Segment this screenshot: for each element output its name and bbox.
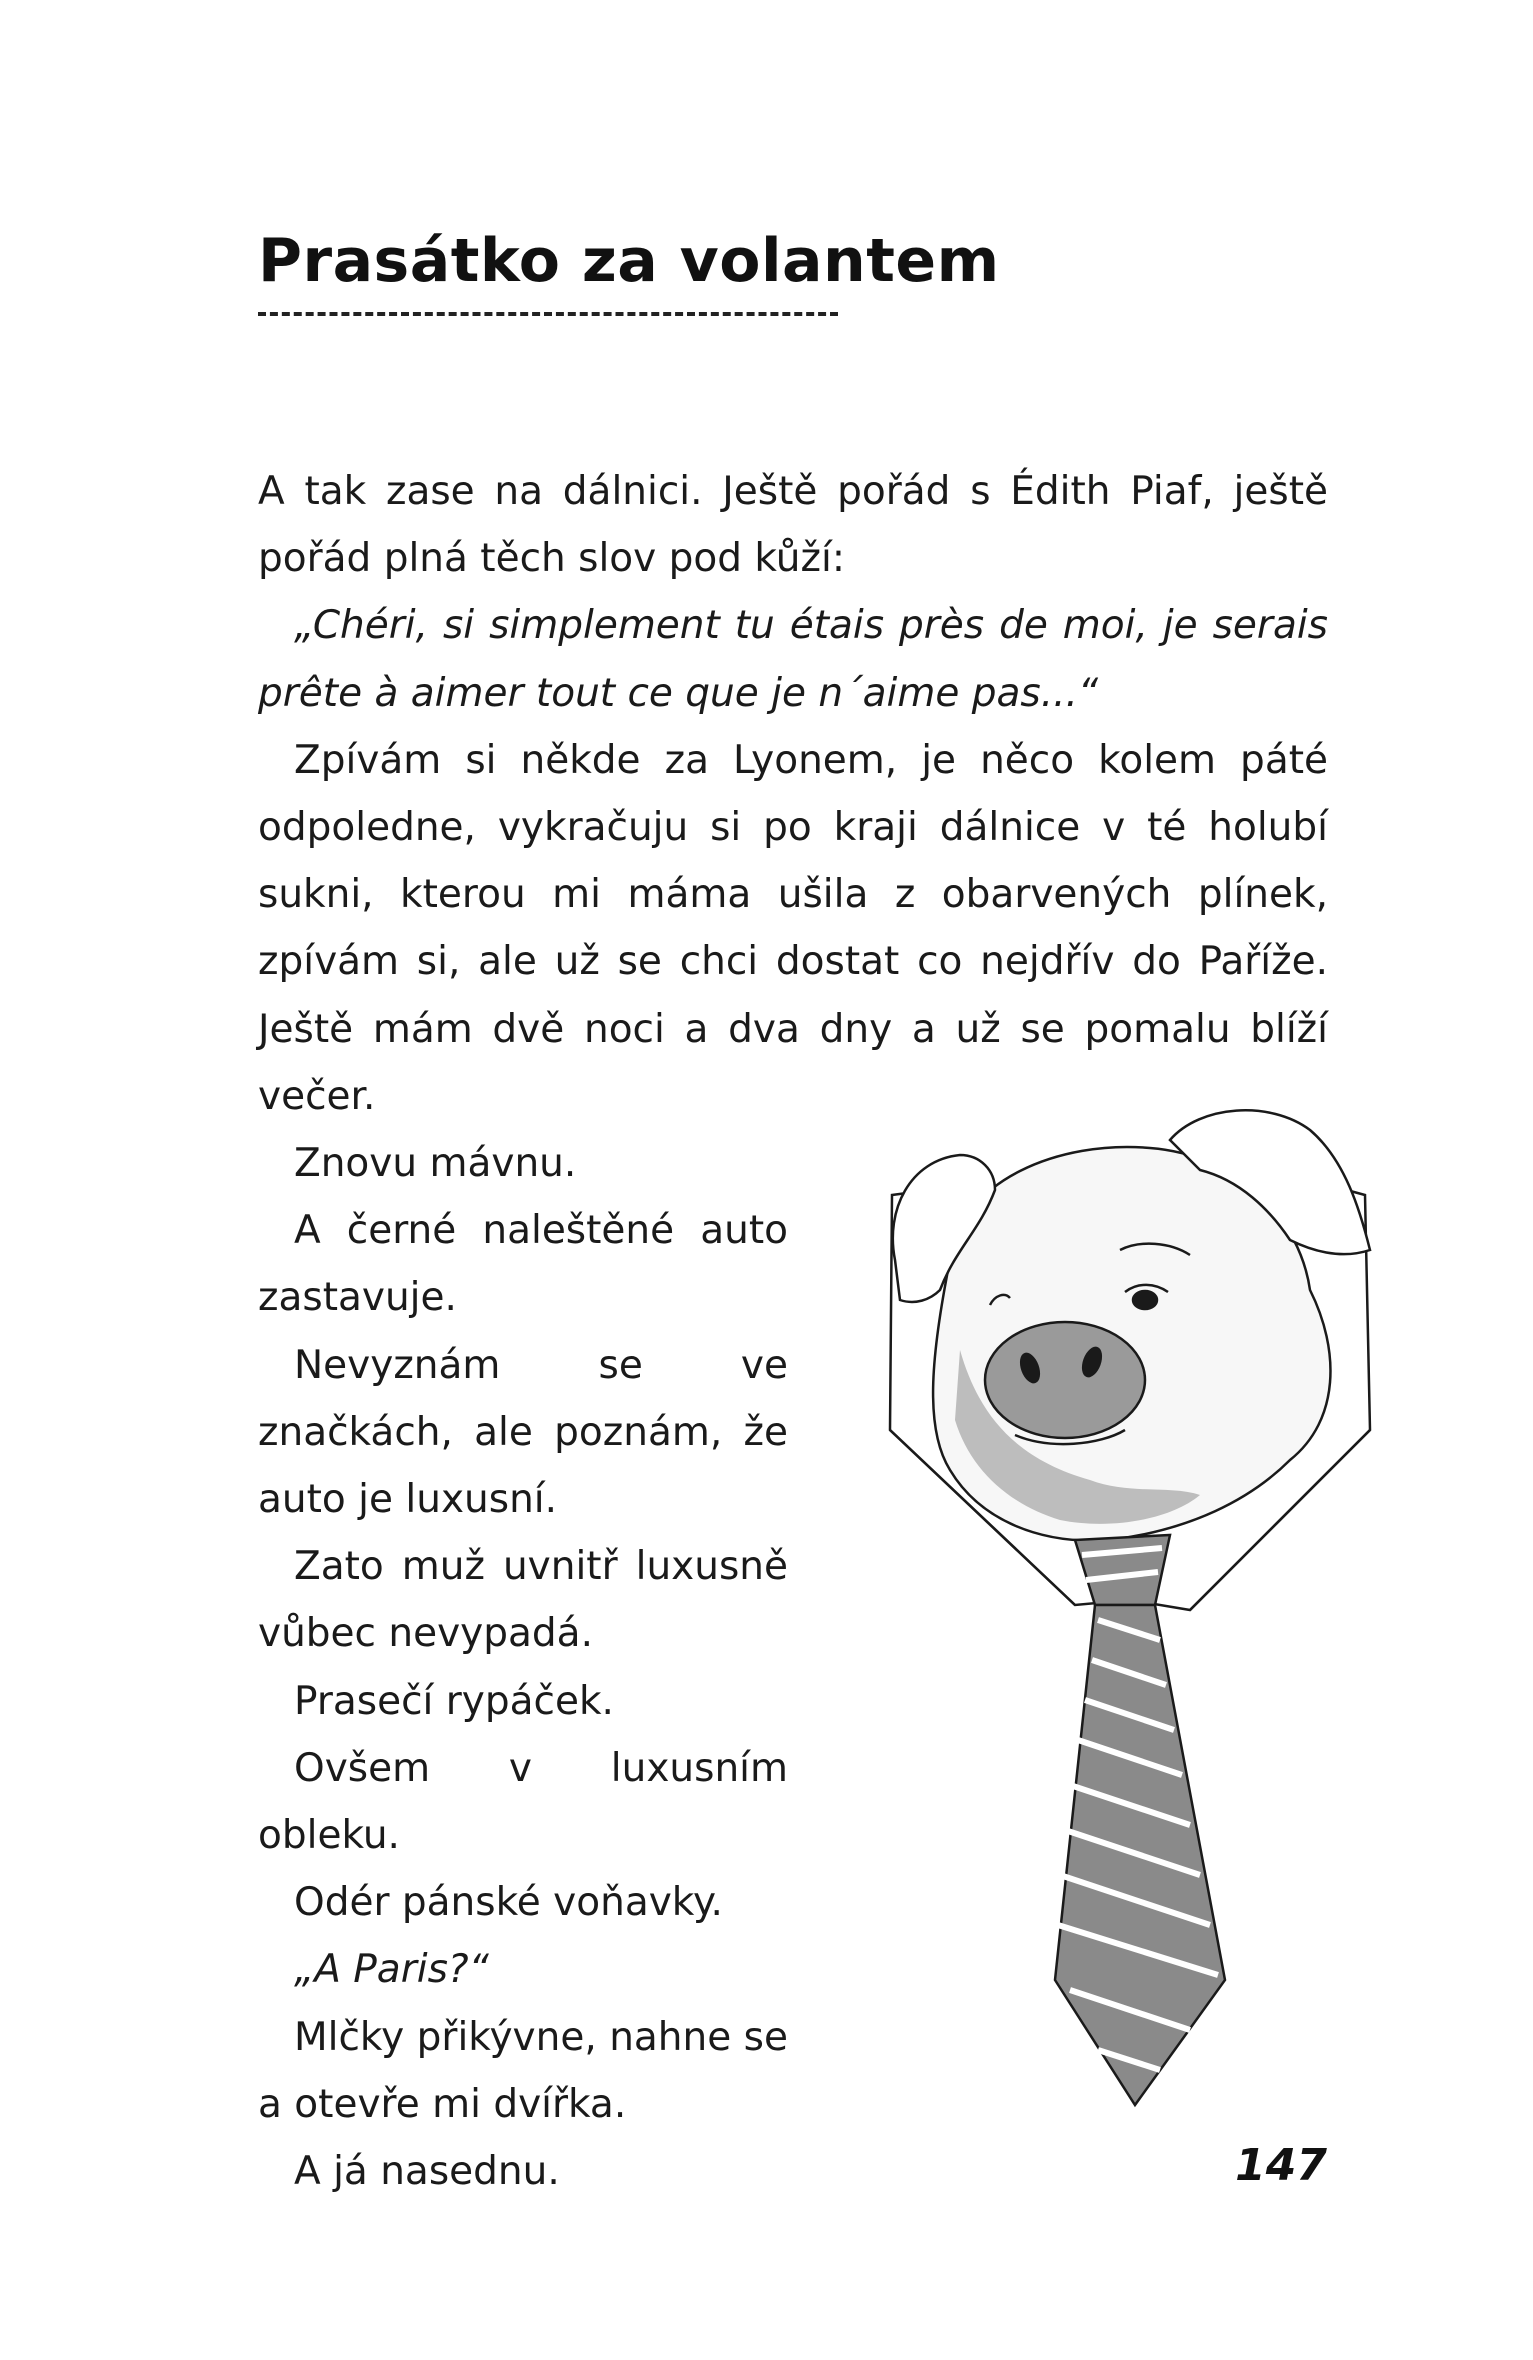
pig-in-tie-illustration: [870, 1100, 1390, 2120]
paragraph: Ovšem v luxusním obleku.: [258, 1745, 788, 1859]
paragraph: A tak zase na dálnici. Ještě pořád s Édith Piaf, ještě pořád plná těch slov pod kůží:: [258, 469, 1328, 582]
chapter-title: Prasátko za volantem: [258, 226, 1000, 297]
paragraph: Nevyznám se ve značkách, ale poznám, že auto je luxusní.: [258, 1342, 788, 1523]
paragraph: Mlčky přikývne, nahne se a otevře mi dvířka.: [258, 2014, 788, 2127]
paragraph: A já nasednu.: [294, 2149, 560, 2195]
paragraph: Zato muž uvnitř luxusně vůbec nevypadá.: [258, 1544, 788, 1657]
paragraph: Odér pánské voňavky.: [294, 1880, 723, 1926]
quote-paragraph: „A Paris?“: [294, 1947, 489, 1993]
page-number: 147: [1235, 2140, 1327, 2191]
paragraph: Prasečí rypáček.: [294, 1678, 614, 1724]
necktie: [1055, 1535, 1225, 2105]
paragraph: Znovu mávnu.: [294, 1141, 577, 1187]
paragraph: Zpívám si někde za Lyonem, je něco kolem páté odpoledne, vykračuju si po kraji dálnice v té holubí sukni, kterou mi máma ušila z obarvených plínek, zpívám si, ale už se chci dostat co nejdřív do Paříže. Ještě mám dvě noci a dva dny a už se pomalu blíží večer.: [258, 737, 1328, 1119]
paragraph: A černé naleštěné auto zastavuje.: [258, 1208, 788, 1321]
quote-paragraph: „Chéri, si simplement tu étais près de moi, je serais prête à aimer tout ce que je n´aime pas...“: [258, 603, 1328, 716]
narrow-text-column: [258, 1130, 788, 2205]
title-dashed-rule: [258, 312, 838, 316]
